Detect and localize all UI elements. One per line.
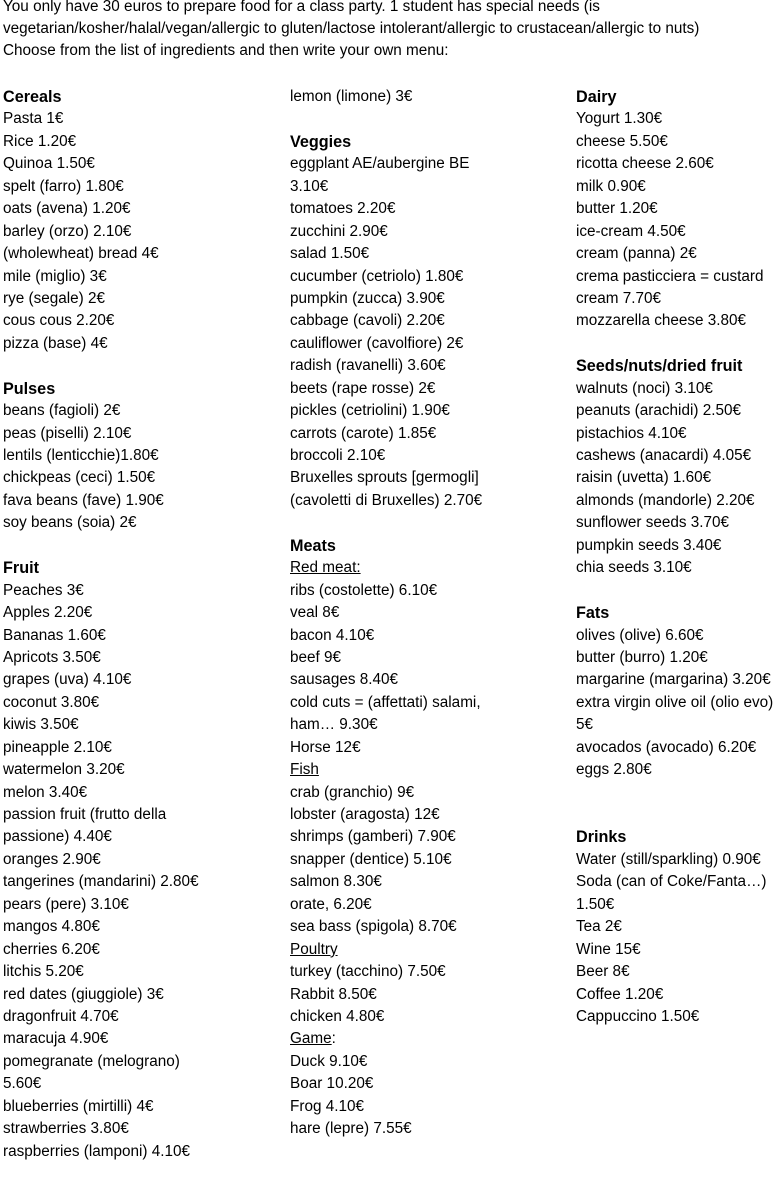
ingredient-item: chickpeas (ceci) 1.50€ (3, 469, 156, 487)
ingredient-item: eggs 2.80€ (576, 761, 652, 779)
ingredient-item: mile (miglio) 3€ (3, 267, 107, 285)
ingredient-item: snapper (dentice) 5.10€ (290, 850, 452, 868)
ingredient-item: salad 1.50€ (290, 245, 370, 263)
ingredient-item: lentils (lenticchie)1.80€ (3, 447, 159, 464)
ingredient-item: pumpkin (zucca) 3.90€ (290, 289, 445, 307)
spacer (576, 804, 778, 826)
ingredient-item: broccoli 2.10€ (290, 447, 386, 464)
ingredient-item: margarine (margarina) 3.20€ (576, 671, 771, 689)
spacer (576, 782, 778, 804)
ingredient-item: soy beans (soia) 2€ (3, 514, 137, 532)
ingredient-item: shrimps (gamberi) 7.90€ (290, 828, 456, 846)
ingredient-item: spelt (farro) 1.80€ (3, 177, 124, 195)
section-heading: Seeds/nuts/dried fruit (576, 357, 743, 376)
ingredient-item: mozzarella cheese 3.80€ (576, 312, 747, 330)
intro-line: You only have 30 euros to prepare food for a class party. 1 student has special needs (is (3, 0, 600, 15)
ingredient-item: Duck 9.10€ (290, 1052, 368, 1070)
ingredient-item: mangos 4.80€ (3, 918, 100, 936)
ingredient-item: lobster (aragosta) 12€ (290, 806, 440, 823)
ingredient-item: Frog 4.10€ (290, 1097, 364, 1115)
ingredient-item: carrots (carote) 1.85€ (290, 424, 437, 442)
column-veggies-meats (290, 86, 570, 1141)
ingredient-item: radish (ravanelli) 3.60€ (290, 357, 446, 375)
ingredient-item: (cavoletti di Bruxelles) 2.70€ (290, 491, 483, 509)
ingredient-item: cherries 6.20€ (3, 940, 100, 958)
ingredient-item: Bruxelles sprouts [germogli] (290, 469, 479, 487)
ingredient-item: extra virgin olive oil (olio evo) (576, 693, 774, 711)
ingredient-item: pineapple 2.10€ (3, 738, 112, 756)
ingredient-item: chia seeds 3.10€ (576, 559, 692, 577)
ingredient-item: Horse 12€ (290, 738, 361, 756)
ingredient-item: ice-cream 4.50€ (576, 222, 686, 240)
ingredient-item: cashews (anacardi) 4.05€ (576, 447, 752, 464)
spacer (3, 535, 283, 557)
ingredient-item: maracuja 4.90€ (3, 1030, 109, 1048)
ingredient-item: cauliflower (cavolfiore) 2€ (290, 334, 464, 352)
ingredient-item: avocados (avocado) 6.20€ (576, 738, 757, 756)
ingredient-item: Water (still/sparkling) 0.90€ (576, 850, 761, 868)
ingredient-item: 1.50€ (576, 895, 615, 913)
ingredient-item: Quinoa 1.50€ (3, 155, 95, 173)
ingredient-item: passion fruit (frutto della (3, 806, 167, 823)
subsection-label: Poultry (290, 940, 338, 958)
ingredient-item: 3.10€ (290, 177, 329, 195)
ingredient-item: pizza (base) 4€ (3, 334, 108, 352)
ingredient-item: butter (burro) 1.20€ (576, 648, 708, 666)
ingredient-item: cream 7.70€ (576, 289, 662, 307)
ingredient-item: melon 3.40€ (3, 783, 88, 801)
ingredient-item: cream (panna) 2€ (576, 245, 697, 263)
ingredient-item: turkey (tacchino) 7.50€ (290, 963, 446, 981)
subsection-label-text: Game (290, 1030, 332, 1048)
ingredient-item: peas (piselli) 2.10€ (3, 424, 132, 442)
subsection-label: Fish (290, 761, 319, 779)
ingredient-item: Soda (can of Coke/Fanta…) (576, 873, 767, 891)
ingredient-item: Cappuccino 1.50€ (576, 1007, 700, 1025)
subsection-label: Red meat: (290, 559, 361, 577)
ingredient-item: fava beans (fave) 1.90€ (3, 491, 164, 509)
ingredient-item: pickles (cetriolini) 1.90€ (290, 402, 450, 420)
column-dairy-seeds-fats-drinks (576, 86, 778, 1028)
ingredient-item: blueberries (mirtilli) 4€ (3, 1097, 154, 1115)
ingredient-item: beets (rape rosse) 2€ (290, 379, 436, 397)
subsection-label-colon: : (331, 1030, 336, 1048)
ingredient-item: Peaches 3€ (3, 581, 84, 599)
section-heading: Cereals (3, 88, 62, 106)
section-heading: Dairy (576, 88, 617, 106)
ingredient-item: pomegranate (melograno) (3, 1052, 180, 1070)
ingredient-item: Bananas 1.60€ (3, 626, 106, 644)
ingredient-item: Yogurt 1.30€ (576, 110, 663, 128)
ingredient-item: ricotta cheese 2.60€ (576, 155, 714, 173)
ingredient-item: passione) 4.40€ (3, 828, 112, 846)
ingredient-item: walnuts (noci) 3.10€ (576, 379, 713, 397)
section-heading: Meats (290, 536, 336, 555)
ingredient-item: milk 0.90€ (576, 177, 646, 195)
intro-line: Choose from the list of ingredients and then write your own menu: (3, 42, 449, 59)
ingredient-item: almonds (mandorle) 2.20€ (576, 491, 755, 509)
section-heading: Veggies (290, 132, 352, 151)
ingredient-item: tomatoes 2.20€ (290, 200, 396, 218)
ingredient-item: ham… 9.30€ (290, 716, 378, 734)
section-heading: Pulses (3, 379, 56, 398)
ingredient-item: sunflower seeds 3.70€ (576, 514, 730, 532)
spacer (290, 512, 570, 534)
ingredient-item: cabbage (cavoli) 2.20€ (290, 312, 445, 330)
ingredient-item: pumpkin seeds 3.40€ (576, 536, 722, 554)
ingredient-item: crema pasticciera = custard (576, 267, 764, 285)
ingredient-item: litchis 5.20€ (3, 963, 84, 981)
ingredient-item: zucchini 2.90€ (290, 222, 388, 240)
ingredient-item: veal 8€ (290, 604, 340, 622)
ingredient-item: eggplant AE/aubergine BE (290, 155, 470, 173)
section-heading: Drinks (576, 828, 627, 847)
ingredient-item: raspberries (lamponi) 4.10€ (3, 1142, 191, 1160)
ingredient-item: rye (segale) 2€ (3, 289, 106, 307)
ingredient-item: olives (olive) 6.60€ (576, 626, 704, 644)
intro-line: vegetarian/kosher/halal/vegan/allergic to gluten/lactose intolerant/allergic to crustacean/allergic to nuts) (3, 20, 700, 37)
spacer (576, 580, 778, 602)
ingredient-item: 5.60€ (3, 1075, 42, 1093)
ingredient-item: (wholewheat) bread 4€ (3, 245, 159, 263)
ingredient-item: Wine 15€ (576, 940, 641, 958)
ingredient-item: oranges 2.90€ (3, 850, 101, 868)
ingredient-item: butter 1.20€ (576, 200, 658, 218)
ingredient-item: Rabbit 8.50€ (290, 985, 377, 1003)
ingredient-item: sea bass (spigola) 8.70€ (290, 918, 457, 936)
ingredient-item: lemon (limone) 3€ (290, 88, 413, 105)
ingredient-item: crab (granchio) 9€ (290, 783, 415, 801)
ingredient-item: peanuts (arachidi) 2.50€ (576, 402, 741, 420)
spacer (576, 333, 778, 355)
ingredient-item: pistachios 4.10€ (576, 424, 687, 442)
ingredient-item: cous cous 2.20€ (3, 312, 115, 330)
ingredient-item: Boar 10.20€ (290, 1075, 374, 1093)
ingredient-item: tangerines (mandarini) 2.80€ (3, 873, 199, 891)
ingredient-item: red dates (giuggiole) 3€ (3, 985, 164, 1003)
ingredient-item: Rice 1.20€ (3, 132, 77, 150)
ingredient-item: beef 9€ (290, 648, 342, 666)
ingredient-item: Coffee 1.20€ (576, 985, 664, 1003)
ingredient-item: dragonfruit 4.70€ (3, 1007, 119, 1025)
ingredient-item: Pasta 1€ (3, 110, 64, 128)
ingredient-item: chicken 4.80€ (290, 1007, 385, 1025)
ingredient-item: orate, 6.20€ (290, 895, 372, 913)
ingredient-item: ribs (costolette) 6.10€ (290, 581, 438, 599)
ingredient-item: raisin (uvetta) 1.60€ (576, 469, 712, 487)
ingredient-item: cheese 5.50€ (576, 132, 668, 150)
ingredient-item: pears (pere) 3.10€ (3, 895, 129, 913)
ingredient-item: Tea 2€ (576, 918, 622, 936)
ingredient-item: bacon 4.10€ (290, 626, 375, 644)
ingredient-item: salmon 8.30€ (290, 873, 382, 891)
ingredient-item: 5€ (576, 716, 594, 734)
ingredient-item: grapes (uva) 4.10€ (3, 671, 132, 689)
ingredient-item: hare (lepre) 7.55€ (290, 1120, 412, 1138)
ingredient-item: cucumber (cetriolo) 1.80€ (290, 267, 464, 285)
spacer (290, 108, 570, 130)
ingredient-item: watermelon 3.20€ (3, 761, 125, 779)
ingredient-item: sausages 8.40€ (290, 671, 399, 689)
column-cereals-pulses-fruit (3, 86, 283, 1163)
ingredient-item: Apples 2.20€ (3, 604, 93, 622)
ingredient-item: kiwis 3.50€ (3, 716, 79, 734)
ingredient-item: Apricots 3.50€ (3, 648, 101, 666)
ingredient-item: strawberries 3.80€ (3, 1120, 129, 1138)
ingredient-item: oats (avena) 1.20€ (3, 200, 131, 218)
ingredient-item: Beer 8€ (576, 963, 630, 981)
section-heading: Fruit (3, 559, 39, 578)
ingredient-item: barley (orzo) 2.10€ (3, 222, 132, 240)
ingredient-item: beans (fagioli) 2€ (3, 402, 121, 420)
section-heading: Fats (576, 604, 610, 623)
spacer (3, 355, 283, 377)
intro-text (3, 0, 778, 62)
ingredient-item: coconut 3.80€ (3, 693, 100, 711)
ingredient-item: cold cuts = (affettati) salami, (290, 693, 481, 711)
subsection-label (290, 1028, 570, 1050)
